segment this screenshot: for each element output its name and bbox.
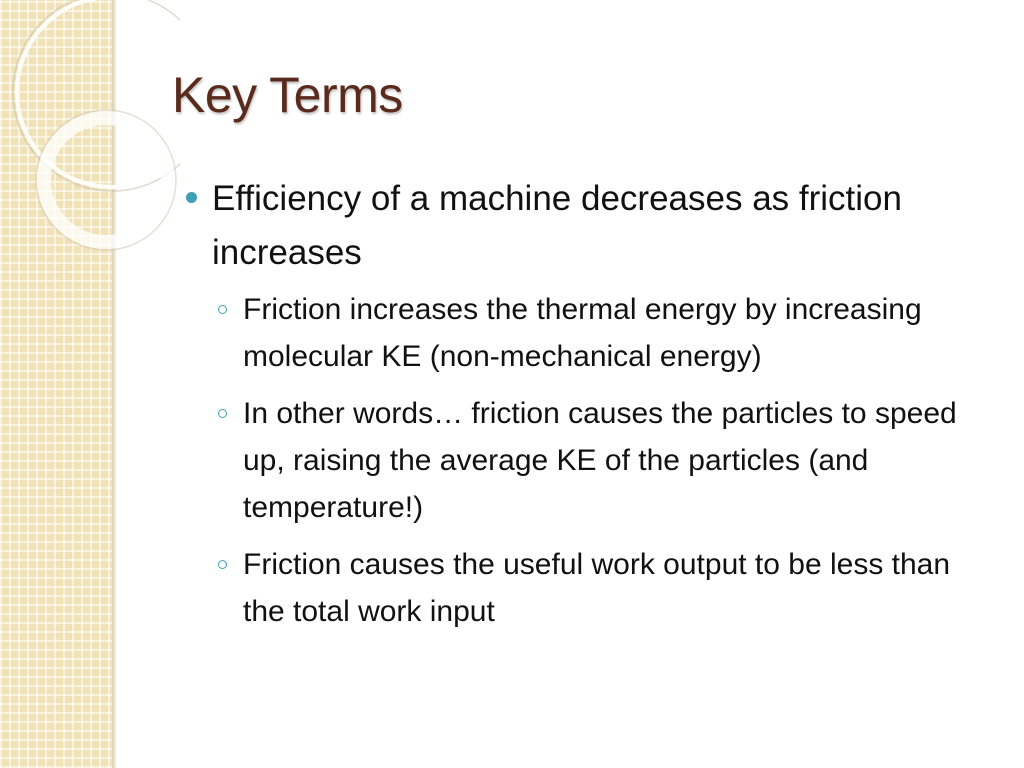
bullet-item (180, 172, 1000, 280)
sub-bullet-list (180, 286, 1000, 635)
slide-title: Key Terms (172, 67, 403, 123)
sub-bullet-text: Friction causes the useful work output to be less than the total work input (243, 548, 951, 628)
hollow-circle-bullet-icon (218, 560, 227, 569)
sub-bullet-item (180, 541, 988, 635)
sub-bullet-text: Friction increases the thermal energy by increasing molecular KE (non-mechanical energy) (243, 293, 922, 373)
sub-bullet-item (180, 390, 988, 531)
hollow-circle-bullet-icon (218, 409, 227, 418)
sub-bullet-item (180, 286, 988, 380)
filled-circle-bullet-icon (186, 192, 197, 203)
hollow-circle-bullet-icon (218, 305, 227, 314)
slide-body (180, 172, 1000, 645)
bullet-text: Efficiency of a machine decreases as friction increases (212, 179, 902, 272)
decorative-rings-icon (0, 0, 180, 260)
sub-bullet-text: In other words… friction causes the particles to speed up, raising the average KE of the particles (and temperature!) (243, 397, 957, 524)
